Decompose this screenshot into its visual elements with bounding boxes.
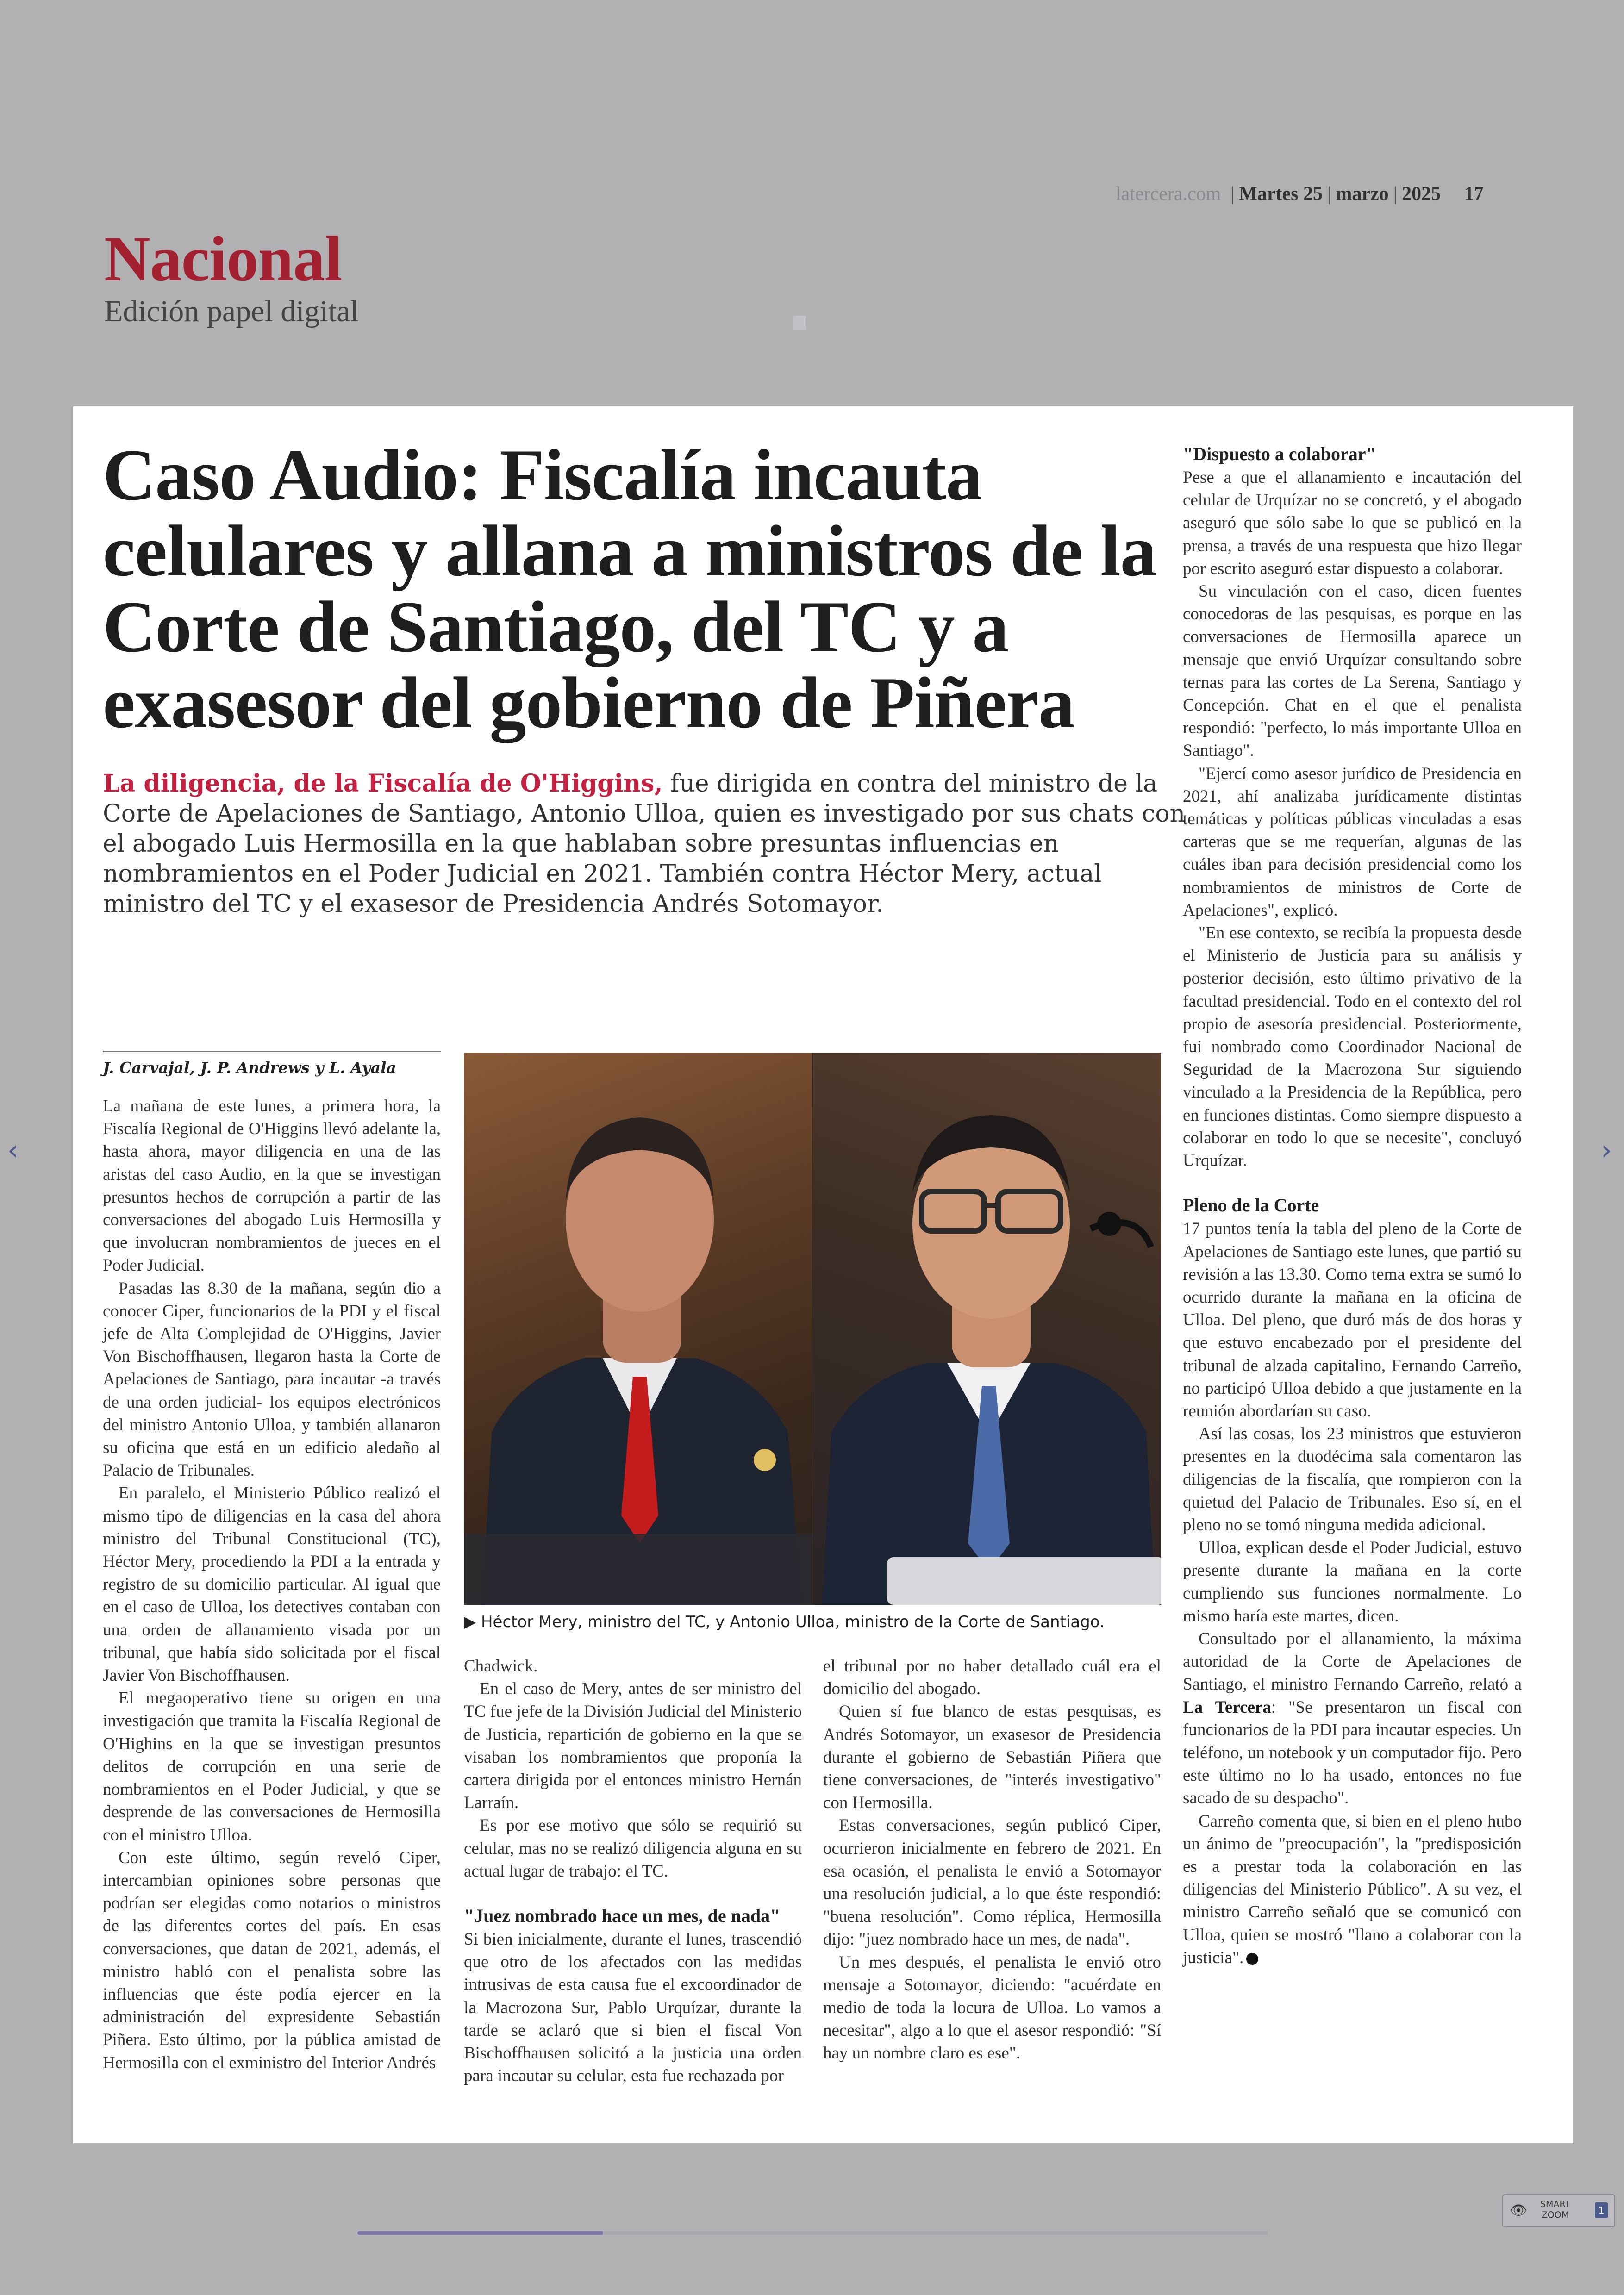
page-marker-icon — [793, 316, 806, 330]
paragraph: Con este último, según reveló Ciper, intercambian opiniones sobre personas que podrían ser elegidas como notarios o ministros de las diferentes cortes del país. En esas conversaciones, que datan de 2021, además, el ministro habló con el penalista sobre las influencias que éste podía ejercer en la administración del expresidente Sebastián Piñera. Esto último, por la pública amistad de Hermosilla con el exministro del Interior Andrés — [103, 1848, 441, 2072]
paragraph: Su vinculación con el caso, dicen fuentes conocedoras de las pesquisas, es porque en las conversaciones de Hermosilla aparece un mensaje que envió Urquízar consultando sobre ternas para las cortes de La Serena, Santiago y Concepción. Chat en el que el penalista respondió: "perfecto, lo más importante Ulloa en Santiago". — [1183, 582, 1522, 761]
portrait-right-illustration — [813, 1053, 1161, 1605]
lead-text: fue dirigida en contra del ministro de la Corte de Apelaciones de Santiago, Antonio Ulloa, quien es investigado por sus chats con el abogado Luis Hermosilla en la que hablaban sobre presuntas influencias en nombramientos en el Poder Judicial en 2021. También contra Héctor Mery, actual ministro del TC y el exasesor de Presidencia Andrés Sotomayor. — [103, 770, 1186, 918]
paragraph: Estas conversaciones, según publicó Ciper, ocurrieron inicialmente en febrero de 2021. En esa ocasión, el penalista le envió a Sotomayor una resolución judicial, a lo que éste respondió: "buena resolución". Como réplica, Hermosilla dijo: "juez nombrado hace un mes, de nada". — [823, 1816, 1161, 1949]
date-day: Martes 25 — [1239, 183, 1323, 205]
paragraph: Un mes después, el penalista le envió otro mensaje a Sotomayor, diciendo: "acuérdate en medio de toda la locura de Ulloa. Lo vamos a necesitar", algo a lo que el asesor respondió: "Sí hay un nombre claro es ese". — [823, 1952, 1161, 2063]
site-url: latercera.com — [1116, 183, 1221, 205]
paragraph: "En ese contexto, se recibía la propuesta desde el Ministerio de Justicia para su análisis y posterior decisión, esto último privativo de la facultad presidencial. Todo en el contexto del rol propio de asesoría presidencial. Posteriormente, fui nombrado como Coordinador Nacional de Seguridad de la Macrozona Sur siguiendo vinculado a la Presidencia de la República, pero en funciones distintas. Como siempre dispuesto a colaborar en todo lo que se necesite", concluyó Urquízar. — [1183, 923, 1522, 1171]
text-run: : "Se presentaron un fiscal con funcionarios de la PDI para incautar especies. Un teléfono, un notebook y un computador fijo. Pero este último no lo ha usado, entonces no fue sacado de su despacho". — [1183, 1697, 1522, 1808]
lead-highlight: La diligencia, de la Fiscalía de O'Higgins, — [103, 769, 663, 798]
paragraph — [1183, 1810, 1522, 1969]
paragraph: En paralelo, el Ministerio Público realizó el mismo tipo de diligencias en la casa del ahora ministro del Tribunal Constitucional (TC), Héctor Mery, procediendo la PDI a la entrada y registro de su domicilio particular. Al igual que en el caso de Ulloa, los detectives contaban con una orden de allanamiento visada por un tribunal, que había sido solicitada por el fiscal Javier Von Bischoffhausen. — [103, 1484, 441, 1685]
separator: | — [1393, 183, 1398, 205]
date-month: marzo — [1336, 183, 1389, 205]
paragraph: La mañana de este lunes, a primera hora, la Fiscalía Regional de O'Higgins llevó adelante la, hasta ahora, mayor diligencia en una de las aristas del caso Audio, en la que se investigan presuntos hechos de corrupción a partir de las conversaciones del abogado Luis Hermosilla y que involucran nombramientos de jueces en el Poder Judicial. — [103, 1097, 441, 1275]
subheading: Pleno de la Corte — [1183, 1195, 1319, 1216]
prev-page-button[interactable]: ‹ — [7, 1134, 19, 1166]
date-year: 2025 — [1402, 183, 1441, 205]
separator: | — [1327, 183, 1331, 205]
text-run: Carreño comenta que, si bien en el pleno hubo un ánimo de "preocupación", la "predisposición es a prestar toda la colaboración en las diligencias del Ministerio Público". A su vez, el ministro Carreño señaló que se comunicó con Ulloa, quien se mostró "llano a colaborar con la justicia". — [1183, 1811, 1522, 1967]
paragraph: Pese a que el allanamiento e incautación del celular de Urquízar no se concretó, y el abogado aseguró que sólo sabe lo que se publicó en la prensa, a través de una respuesta que hizo llegar por escrito aseguró estar dispuesto a colaborar. — [1183, 468, 1522, 578]
smart-zoom-line2: ZOOM — [1541, 2210, 1569, 2220]
subheading: "Juez nombrado hace un mes, de nada" — [464, 1905, 781, 1927]
end-of-article-icon — [1246, 1953, 1258, 1965]
eye-icon: 👁 — [1510, 2202, 1528, 2219]
smart-zoom-button[interactable] — [1502, 2194, 1615, 2227]
article-headline: Caso Audio: Fiscalía incauta celulares y allana a ministros de la Corte de Santiago, del TC y a exasesor del gobierno de Piñera — [103, 435, 1156, 743]
page-number: 17 — [1464, 183, 1484, 205]
paragraph: Quien sí fue blanco de estas pesquisas, es Andrés Sotomayor, un exasesor de Presidencia durante el gobierno de Sebastián Piñera que tiene conversaciones, de "interés investigativo" con Hermosilla. — [823, 1702, 1161, 1813]
masthead-info — [1116, 183, 1484, 205]
article-lead — [103, 768, 1195, 919]
photo-hector-mery — [464, 1053, 812, 1605]
photo-antonio-ulloa — [813, 1053, 1161, 1605]
paragraph: Si bien inicialmente, durante el lunes, trascendió que otro de los afectados con las medidas intrusivas de esta causa fue el excoordinador de la Macrozona Sur, Pablo Urquízar, durante la tarde se aclaró que si bien el fiscal Von Bischoffhausen solicitó a la justicia una orden para incautar su celular, esta fue rechazada por — [464, 1930, 802, 2086]
photo-caption: ▶ Héctor Mery, ministro del TC, y Antonio Ulloa, ministro de la Corte de Santiago. — [464, 1613, 1105, 1631]
page-progress-fill — [357, 2231, 603, 2235]
paragraph: "Ejercí como asesor jurídico de Presidencia en 2021, ahí analizaba jurídicamente distintas temáticas y políticas públicas vinculadas a esas carteras que se me requerían, algunas de las cuáles iban para decisión presidencial como los nombramientos de ministros de Corte de Apelaciones", explicó. — [1183, 764, 1522, 920]
next-page-button[interactable]: › — [1601, 1134, 1612, 1166]
paragraph: En el caso de Mery, antes de ser ministro del TC fue jefe de la División Judicial del Ministerio de Justicia, repartición de gobierno en la que se visaban los nombramientos que proponía la cartera dirigida por el entonces ministro Hernán Larraín. — [464, 1679, 802, 1813]
byline: J. Carvajal, J. P. Andrews y L. Ayala — [103, 1051, 441, 1077]
spacer — [464, 1883, 802, 1904]
article-photo — [464, 1053, 1161, 1605]
paragraph: Chadwick. — [464, 1657, 538, 1676]
text-run: Consultado por el allanamiento, la máxima autoridad de la Corte de Apelaciones de Santiago, el ministro Fernando Carreño, relató a — [1183, 1629, 1522, 1694]
spacer — [1183, 1172, 1522, 1193]
article-column-2 — [464, 1655, 802, 2087]
article-column-4 — [1183, 442, 1522, 1969]
section-subtitle: Edición papel digital — [104, 294, 359, 328]
smart-zoom-line1: SMART — [1540, 2199, 1570, 2209]
paragraph — [1183, 1628, 1522, 1810]
paragraph: Así las cosas, los 23 ministros que estuvieron presentes en la duodécima sala comentaron las diligencias de la fiscalía, que rompieron con la quietud del Palacio de Tribunales. Eso sí, en el pleno no se tomó ninguna medida adicional. — [1183, 1424, 1522, 1534]
brand-name: La Tercera — [1183, 1697, 1271, 1717]
smart-zoom-label — [1540, 2199, 1570, 2220]
paragraph: el tribunal por no haber detallado cuál era el domicilio del abogado. — [823, 1657, 1161, 1699]
portrait-left-illustration — [464, 1053, 812, 1605]
paragraph: Ulloa, explican desde el Poder Judicial, estuvo presente durante la mañana en la corte cumpliendo sus funciones normalmente. Lo mismo haría este martes, dicen. — [1183, 1538, 1522, 1626]
article-column-3 — [823, 1655, 1161, 2065]
paragraph: 17 puntos tenía la tabla del pleno de la Corte de Apelaciones de Santiago este lunes, que partió su revisión a las 13.30. Como tema extra se sumó lo ocurrido durante la mañana en la oficina de Ulloa. Del pleno, que duró más de dos horas y que estuvo encabezado por el presidente del tribunal de alzada capitalino, Fernando Carreño, no participó Ulloa debido a que justamente en la reunión abordarían su caso. — [1183, 1219, 1522, 1421]
paragraph: Pasadas las 8.30 de la mañana, según dio a conocer Ciper, funcionarios de la PDI y el fiscal jefe de Alta Complejidad de O'Higgins, Javier Von Bischoffhausen, llegaron hasta la Corte de Apelaciones de Santiago, para incautar -a través de una orden judicial- los equipos electrónicos del ministro Antonio Ulloa, y también allanaron su oficina que está en un edificio aledaño al Palacio de Tribunales. — [103, 1278, 441, 1480]
separator: | — [1230, 183, 1235, 205]
smart-zoom-badge: 1 — [1595, 2202, 1608, 2218]
article-column-1 — [103, 1095, 441, 2074]
page-progress-bar[interactable] — [357, 2231, 1268, 2235]
paragraph: El megaoperativo tiene su origen en una investigación que tramita la Fiscalía Regional de O'Highins en la que se investigan presuntos delitos de corrupción en una serie de nombramientos en el Poder Judicial, y que se desprende de las conversaciones de Hermosilla con el ministro Ulloa. — [103, 1689, 441, 1845]
subheading: "Dispuesto a colaborar" — [1183, 443, 1376, 464]
paragraph: Es por ese motivo que sólo se requirió su celular, mas no se realizó diligencia alguna en su actual lugar de trabajo: el TC. — [464, 1816, 802, 1881]
section-title: Nacional — [104, 223, 342, 294]
